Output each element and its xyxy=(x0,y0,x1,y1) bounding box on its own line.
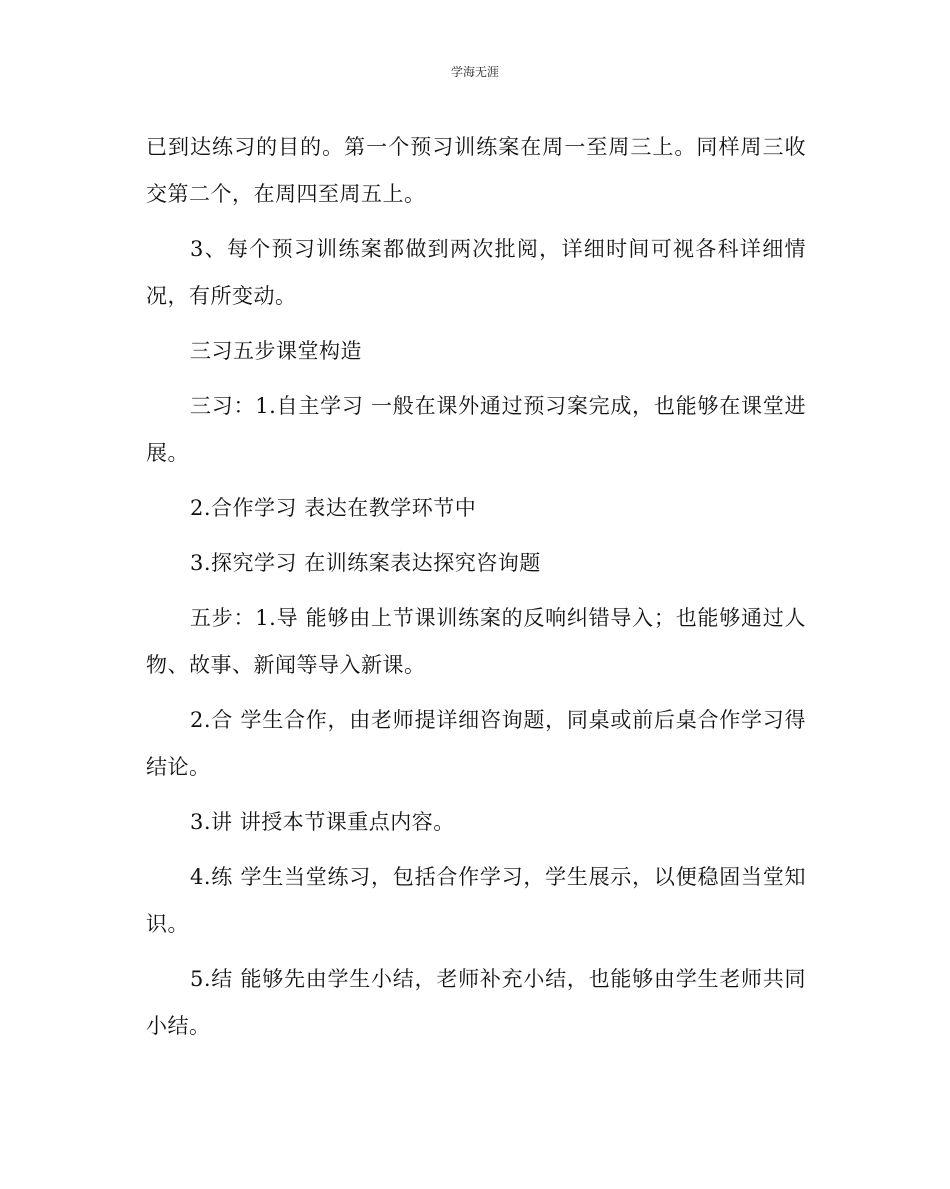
paragraph-step-practice: 4.练 学生当堂练习，包括合作学习，学生展示，以便稳固当堂知识。 xyxy=(146,865,806,936)
paragraph-1: 已到达练习的目的。第一个预习训练案在周一至周三上。同样周三收交第二个，在周四至周五上。 xyxy=(146,135,806,206)
paragraph-step-lecture: 3.讲 讲授本节课重点内容。 xyxy=(190,810,455,834)
section-heading: 三习五步课堂构造 xyxy=(190,339,362,363)
paragraph-inquiry-learning: 3.探究学习 在训练案表达探究咨询题 xyxy=(190,551,541,575)
document-body xyxy=(146,124,806,1058)
paragraph-2: 3、每个预习训练案都做到两次批阅，详细时间可视各科详细情况，有所变动。 xyxy=(146,237,806,308)
paragraph-five-steps: 五步：1.导 能够由上节课训练案的反响纠错导入；也能够通过人物、故事、新闻等导入新课。 xyxy=(146,606,806,677)
page-header: 学海无涯 xyxy=(450,65,499,79)
paragraph-three-practices: 三习：1.自主学习 一般在课外通过预习案完成，也能够在课堂进展。 xyxy=(146,394,806,465)
paragraph-cooperative-learning: 2.合作学习 表达在教学环节中 xyxy=(190,496,477,520)
paragraph-step-cooperate: 2.合 学生合作，由老师提详细咨询题，同桌或前后桌合作学习得结论。 xyxy=(146,708,806,779)
paragraph-step-summary: 5.结 能够先由学生小结，老师补充小结，也能够由学生老师共同小结。 xyxy=(146,967,806,1038)
